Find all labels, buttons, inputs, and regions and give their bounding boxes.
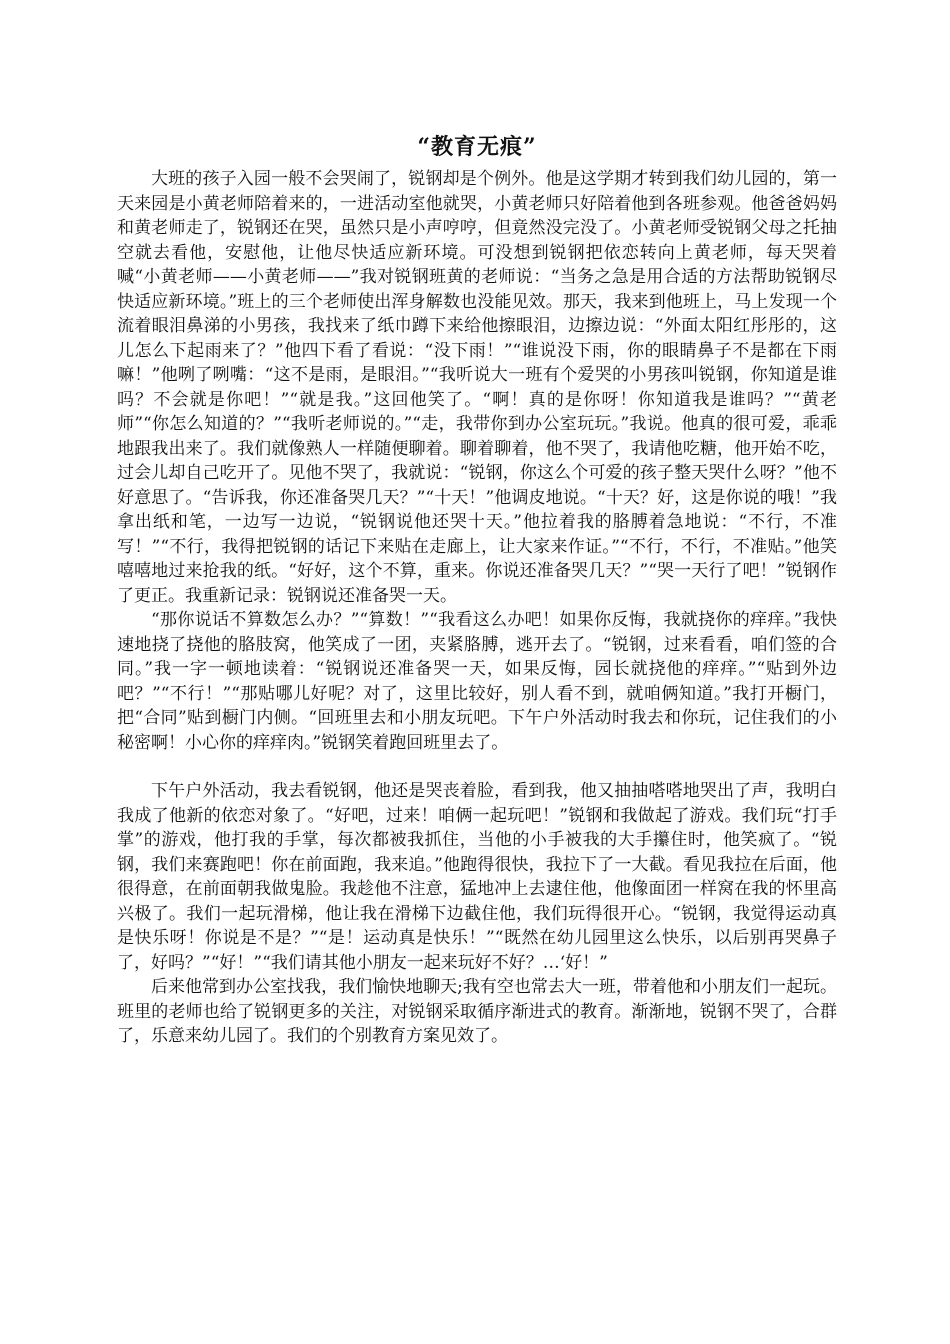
paragraph-2: “那你说话不算数怎么办？”“算数！”“我看这么办吧！如果你反悔，我就挠你的痒痒。”我快速地挠了挠他的胳肢窝，他笑成了一团，夹紧胳膊，逃开去了。“锐钢，过来看看，咱们签的合同。”我一字一顿地读着：“锐钢说还准备哭一天，如果反悔，园长就挠他的痒痒。”“贴到外边吧？”“不行！”“那贴哪儿好呢？对了，这里比较好，别人看不到，就咱俩知道。”我打开橱门，把“合同”贴到橱门内侧。“回班里去和小朋友玩吧。下午户外活动时我去和你玩，记住我们的小秘密啊！小心你的痒痒肉。”锐钢笑着跑回班里去了。 xyxy=(117,610,837,753)
document-title: “教育无痕” xyxy=(417,134,537,160)
document-page xyxy=(117,127,837,1049)
paragraph-spacer xyxy=(117,755,837,779)
paragraph-4: 后来他常到办公室找我，我们愉快地聊天;我有空也常去大一班，带着他和小朋友们一起玩。班里的老师也给了锐钢更多的关注，对锐钢采取循序渐进式的教育。渐渐地，锐钢不哭了，合群了，乐意来幼儿园了。我们的个别教育方案见效了。 xyxy=(117,977,837,1046)
paragraph-3: 下午户外活动，我去看锐钢，他还是哭丧着脸，看到我，他又抽抽嗒嗒地哭出了声，我明白我成了他新的依恋对象了。“好吧，过来！咱俩一起玩吧！”锐钢和我做起了游戏。我们玩“打手掌”的游戏，他打我的手掌，每次都被我抓住，当他的小手被我的大手攥住时，他笑疯了。“锐钢，我们来赛跑吧！你在前面跑，我来追。”他跑得很快，我拉下了一大截。看见我拉在后面，他很得意，在前面朝我做鬼脸。我趁他不注意，猛地冲上去逮住他，他像面团一样窝在我的怀里高兴极了。我们一起玩滑梯，他让我在滑梯下边截住他，我们玩得很开心。“锐钢，我觉得运动真是快乐呀！你说是不是？”“是！运动真是快乐！”“既然在幼儿园里这么快乐，以后别再哭鼻子了，好吗？”“好！”“我们请其他小朋友一起来玩好不好？…‘好！” xyxy=(117,781,837,973)
paragraph-1: 大班的孩子入园一般不会哭闹了，锐钢却是个例外。他是这学期才转到我们幼儿园的，第一天来园是小黄老师陪着来的，一进活动室他就哭，小黄老师只好陪着他到各班参观。他爸爸妈妈和黄老师走了，锐钢还在哭，虽然只是小声哼哼，但竟然没完没了。小黄老师受锐钢父母之托抽空就去看他，安慰他，让他尽快适应新环境。可没想到锐钢把依恋转向上黄老师，每天哭着喊“小黄老师——小黄老师——”我对锐钢班黄的老师说：“当务之急是用合适的方法帮助锐钢尽快适应新环境。”班上的三个老师使出浑身解数也没能见效。那天，我来到他班上，马上发现一个流着眼泪鼻涕的小男孩，我找来了纸巾蹲下来给他擦眼泪，边擦边说：“外面太阳红彤彤的，这儿怎么下起雨来了？”他四下看了看说：“没下雨！”“谁说没下雨，你的眼睛鼻子不是都在下雨嘛！”他咧了咧嘴：“这不是雨，是眼泪。”“我听说大一班有个爱哭的小男孩叫锐钢，你知道是谁吗？不会就是你吧！”“就是我。”这回他笑了。“啊！真的是你呀！你知道我是谁吗？”“黄老师”“你怎么知道的？”“我听老师说的。”“走，我带你到办公室玩玩。”我说。他真的很可爱，乖乖地跟我出来了。我们就像熟人一样随便聊着。聊着聊着，他不哭了，我请他吃糖，他开始不吃，过会儿却自己吃开了。见他不哭了，我就说：“锐钢，你这么个可爱的孩子整天哭什么呀？”他不好意思了。“告诉我，你还准备哭几天？”“十天！”他调皮地说。“十天？好，这是你说的哦！”我拿出纸和笔，一边写一边说，“锐钢说他还哭十天。”他拉着我的胳膊着急地说：“不行，不准写！”“不行，我得把锐钢的话记下来贴在走廊上，让大家来作证。”“不行，不行，不准贴。”他笑嘻嘻地过来抢我的纸。“好好，这个不算，重来。你说还准备哭几天？”“哭一天行了吧！”锐钢作了更正。我重新记录：锐钢说还准备哭一天。 xyxy=(117,169,837,606)
